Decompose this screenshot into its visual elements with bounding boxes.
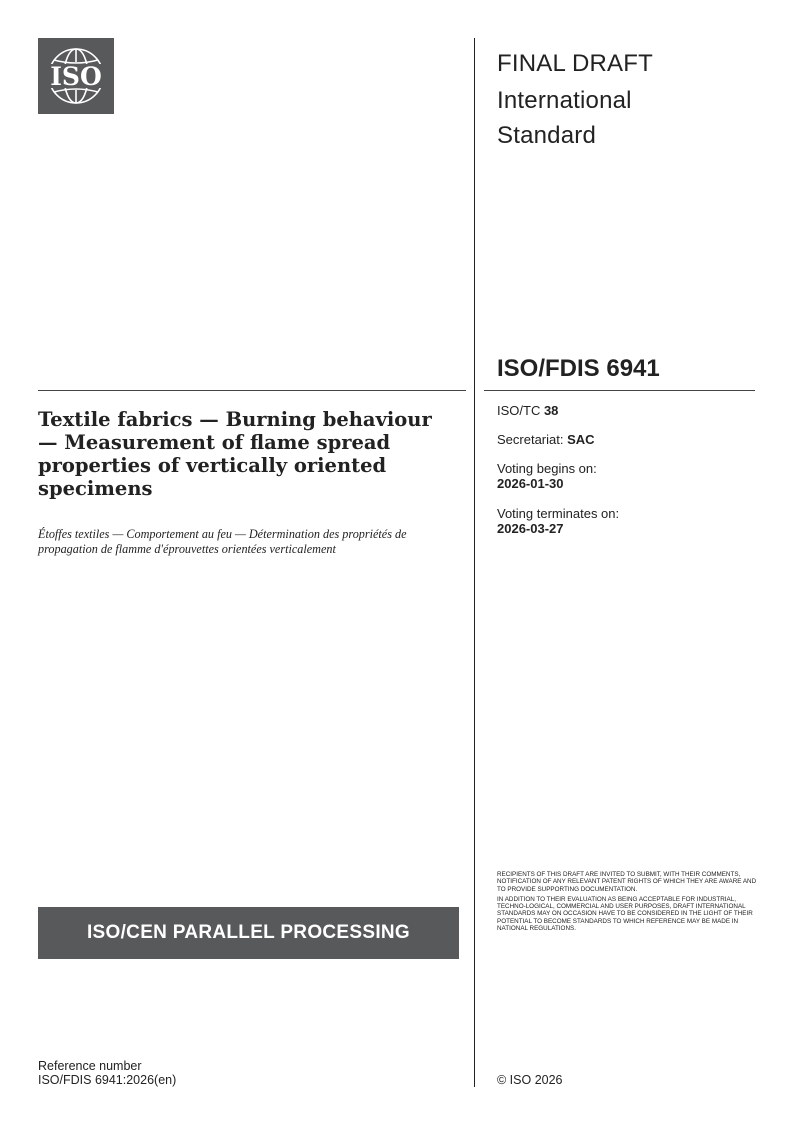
reference-value: ISO/FDIS 6941:2026(en): [38, 1073, 177, 1087]
horizontal-rule-left: [38, 390, 466, 391]
document-number: ISO/FDIS 6941: [497, 355, 660, 382]
parallel-processing-banner: [38, 907, 459, 959]
status-international: International: [497, 87, 632, 114]
voting-begins: [497, 461, 597, 491]
secretariat-value: SAC: [567, 432, 595, 447]
copyright: © ISO 2026: [497, 1073, 563, 1087]
voting-begins-label: Voting begins on:: [497, 461, 597, 476]
secretariat-label: Secretariat:: [497, 432, 568, 447]
notice-paragraph-2: IN ADDITION TO THEIR EVALUATION AS BEING ACCEPTABLE FOR INDUSTRIAL, TECHNO-LOGICAL, COMMERCIAL AND USER PURPOSES, DRAFT INTERNATIONAL STANDARDS MAY ON OCCASION HAVE TO BE CONSIDERED IN THE LIGHT OF THEIR POTENTIAL TO BECOME STANDARDS TO WHICH REFERENCE MAY BE MADE IN NATIONAL REGULATIONS.: [497, 895, 753, 933]
horizontal-rule-right: [484, 390, 755, 391]
notice-paragraph-1: RECIPIENTS OF THIS DRAFT ARE INVITED TO SUBMIT, WITH THEIR COMMENTS, NOTIFICATION OF ANY RELEVANT PATENT RIGHTS OF WHICH THEY ARE AWARE AND TO PROVIDE SUPPORTING DOCUMENTATION.: [497, 871, 757, 893]
iso-globe-icon: [38, 38, 114, 114]
voting-terminates: [497, 506, 619, 536]
iso-logo: [38, 38, 114, 114]
voting-begins-date: 2026-01-30: [497, 476, 564, 491]
tc-label: ISO/TC: [497, 403, 544, 418]
banner-text: ISO/CEN PARALLEL PROCESSING: [86, 922, 411, 943]
reference-label: Reference number: [38, 1059, 142, 1073]
vertical-divider: [474, 38, 475, 1087]
tc-value: 38: [543, 403, 559, 418]
voting-terminates-label: Voting terminates on:: [497, 506, 620, 521]
title-english: Textile fabrics — Burning behaviour — Measurement of flame spread properties of vertically oriented specimens: [38, 408, 432, 500]
technical-committee: [497, 403, 558, 418]
title-french: Étoffes textiles — Comportement au feu — Détermination des propriétés de propagation de flamme d'éprouvettes orientées verticalement: [38, 527, 407, 556]
svg-text:ISO: ISO: [50, 62, 102, 91]
status-final-draft: FINAL DRAFT: [497, 50, 653, 77]
secretariat: [497, 432, 595, 447]
reference-number: [38, 1059, 176, 1087]
draft-notice: [497, 871, 757, 935]
voting-terminates-date: 2026-03-27: [497, 521, 564, 536]
status-standard: Standard: [497, 122, 597, 149]
